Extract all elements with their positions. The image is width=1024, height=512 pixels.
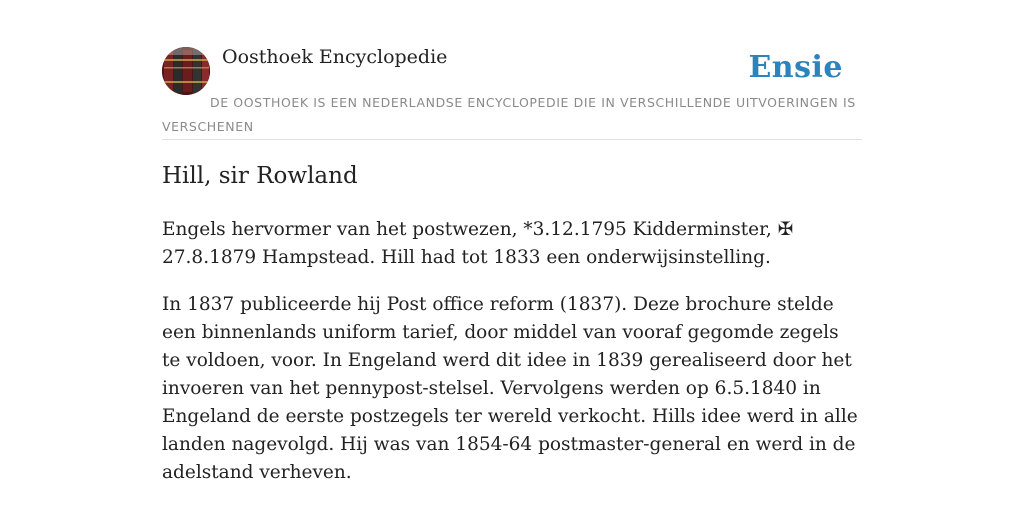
entry-paragraph: Engels hervormer van het postwezen, *3.12.1795 Kidderminster, ✠ 27.8.1879 Hampstead. Hill had tot 1833 een onderwijsinstelling. xyxy=(162,219,794,268)
entry-card xyxy=(162,40,862,483)
source-avatar[interactable] xyxy=(162,47,210,95)
book-spines-icon xyxy=(162,47,210,95)
entry-paragraph: In 1837 publiceerde hij Post office reform (1837). Deze brochure stelde een binnenlands uniform tarief, door middel van vooraf gegomde zegels te voldoen, voor. In Engeland werd dit idee in 1839 gerealiseerd door het invoeren van het pennypost-stelsel. Vervolgens werden op 6.5.1840 in Engeland de eerste postzegels ter wereld verkocht. Hills idee werd in alle landen nagevolgd. Hij was van 1854-64 postmaster-general en werd in de adelstand verheven. xyxy=(162,294,858,483)
entry-body xyxy=(162,216,862,506)
entry-title: Hill, sir Rowland xyxy=(162,163,358,189)
source-title[interactable]: Oosthoek Encyclopedie xyxy=(222,46,448,68)
source-description: DE OOSTHOEK IS EEN NEDERLANDSE ENCYCLOPEDIE DIE IN VERSCHILLENDE UITVOERINGEN IS VERSCHENEN xyxy=(162,95,856,134)
source-header xyxy=(162,40,862,140)
brand-logo[interactable]: Ensie xyxy=(748,50,843,85)
